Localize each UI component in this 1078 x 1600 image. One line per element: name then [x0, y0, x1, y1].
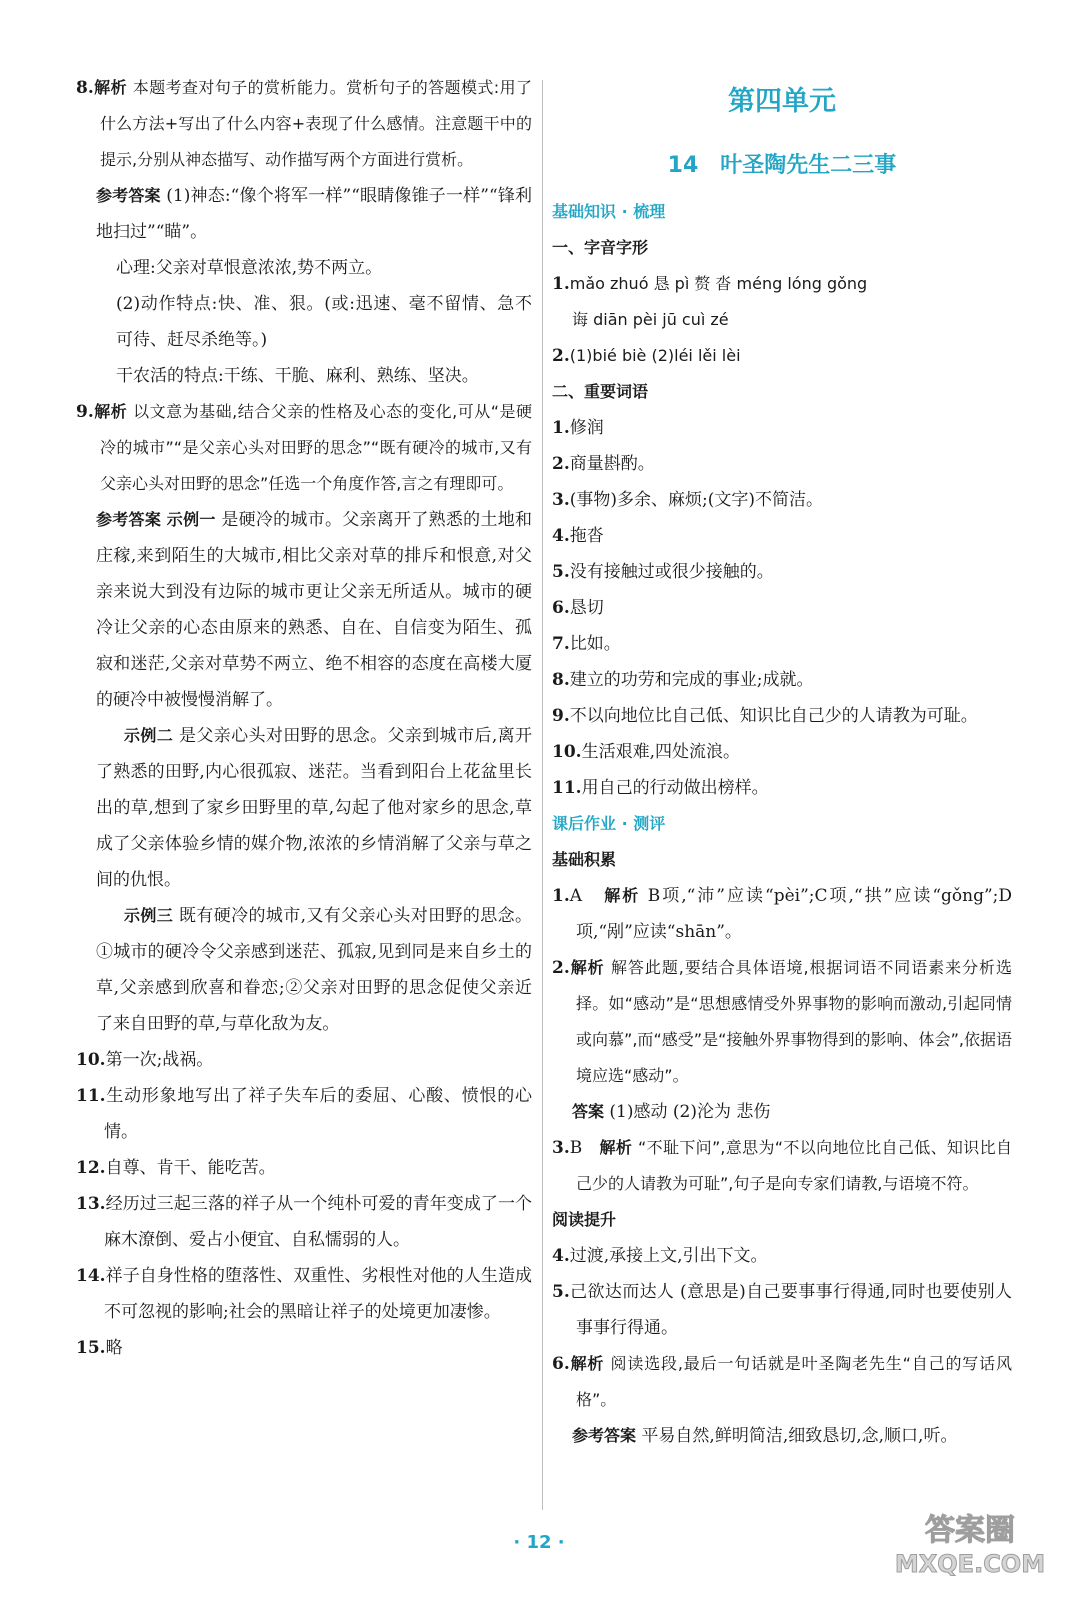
list-item: 15.略	[76, 1338, 123, 1358]
q8-analysis: 8.解析 本题考查对句子的赏析能力。赏析句子的答题模式:用了什么方法+写出了什么内容+表现了什么感情。注意题干中的提示,分别从神态描写、动作描写两个方面进行赏析。	[76, 78, 532, 169]
b2-analysis: 2.解析 解答此题,要结合具体语境,根据词语不同语素来分析选择。如“感动”是“思想感情受外界事物的影响而激动,引起同情或向慕”,而“感受”是“接触外界事物得到的影响、体会”,依据语境应选“感动”。	[552, 958, 1012, 1085]
list-item: 1.修润	[552, 418, 604, 438]
left-answer-list	[76, 1042, 532, 1366]
list-item: 2.商量斟酌。	[552, 454, 655, 474]
vocabulary-list	[552, 410, 1012, 806]
list-item: 9.不以向地位比自己低、知识比自己少的人请教为可耻。	[552, 706, 978, 726]
q9-analysis: 9.解析 以文意为基础,结合父亲的性格及心态的变化,可从“是硬冷的城市”“是父亲心头对田野的思念”“既有硬冷的城市,又有父亲心头对田野的思念”任选一个角度作答,言之有理即可。	[76, 402, 532, 493]
q8-answer-2: (2)动作特点:快、准、狠。(或:迅速、毫不留情、急不可待、赶尽杀绝等。)	[116, 294, 532, 350]
sub-reading: 阅读提升	[552, 1210, 617, 1229]
list-item: 7.比如。	[552, 634, 621, 654]
c6-analysis: 6.解析 阅读选段,最后一句话就是叶圣陶老先生“自己的写话风格”。	[552, 1354, 1012, 1409]
r1-line1: 1.mǎo zhuó 恳 pì 赘 沓 méng lóng gǒng	[552, 274, 868, 294]
q8-answer-1b: 心理:父亲对草恨意浓浓,势不两立。	[116, 258, 383, 278]
page-number: · 12 ·	[513, 1532, 565, 1553]
list-item: 5.没有接触过或很少接触的。	[552, 562, 774, 582]
left-column	[76, 70, 532, 1366]
list-item: 3.(事物)多余、麻烦;(文字)不简洁。	[552, 490, 824, 510]
c5-answer: 5.己欲达而达人 (意思是)自己要事事行得通,同时也要使别人事事行得通。	[552, 1282, 1012, 1338]
section-homework: 课后作业 · 测评	[552, 814, 666, 833]
list-item: 10.生活艰难,四处流浪。	[552, 742, 740, 762]
unit-title: 第四单元	[728, 86, 836, 117]
list-item: 6.恳切	[552, 598, 604, 618]
list-item: 4.拖沓	[552, 526, 604, 546]
right-column	[552, 70, 1012, 1454]
lesson-title: 14 叶圣陶先生二三事	[667, 153, 897, 178]
b3-answer: 3.B 解析 “不耻下问”,意思为“不以向地位比自己低、知识比自己少的人请教为可耻”,句子是向专家们请教,与语境不符。	[552, 1138, 1012, 1193]
c4-answer: 4.过渡,承接上文,引出下文。	[552, 1246, 768, 1266]
sub-basic-accumulation: 基础积累	[552, 850, 617, 869]
list-item: 8.建立的功劳和完成的事业;成就。	[552, 670, 814, 690]
watermark-text: 答案圈	[925, 1513, 1015, 1548]
list-item: 11.用自己的行动做出榜样。	[552, 778, 769, 798]
section-basic-knowledge: 基础知识 · 梳理	[552, 202, 666, 221]
q9-example-2: 示例二 是父亲心头对田野的思念。父亲到城市后,离开了熟悉的田野,内心很孤寂、迷茫。当看到阳台上花盆里长出的草,想到了家乡田野里的草,勾起了他对家乡的思念,草成了父亲体验乡情的媒介物,浓浓的乡情消解了父亲与草之间的仇恨。	[96, 726, 532, 890]
part-vocabulary: 二、重要词语	[552, 382, 649, 401]
b2-answer: 答案 (1)感动 (2)沦为 悲伤	[572, 1102, 771, 1122]
r2-line: 2.(1)bié biè (2)léi lěi lèi	[552, 346, 741, 366]
q9-example-3: 示例三 既有硬冷的城市,又有父亲心头对田野的思念。①城市的硬冷令父亲感到迷茫、孤寂,见到同是来自乡土的草,父亲感到欣喜和眷恋;②父亲对田野的思念促使父亲近了来自田野的草,与草化敌为友。	[96, 906, 532, 1034]
r1-line2: 诲 diān pèi jū cuì zé	[572, 310, 729, 329]
q8-answer-1: 参考答案 (1)神态:“像个将军一样”“眼睛像锥子一样”“锋利地扫过”“瞄”。	[96, 186, 532, 242]
list-item: 12.自尊、肯干、能吃苦。	[76, 1158, 276, 1178]
q9-example-1: 参考答案 示例一 是硬冷的城市。父亲离开了熟悉的土地和庄稼,来到陌生的大城市,相比父亲对草的排斥和恨意,对父亲来说大到没有边际的城市更让父亲无所适从。城市的硬冷让父亲的心态由原来的熟悉、自在、自信变为陌生、孤寂和迷茫,父亲对草势不两立、绝不相容的态度在高楼大厦的硬冷中被慢慢消解了。	[96, 510, 532, 710]
q8-answer-2b: 干农活的特点:干练、干脆、麻利、熟练、坚决。	[116, 366, 479, 386]
watermark-url: MXQE.COM	[894, 1550, 1046, 1578]
part-pronunciation: 一、字音字形	[552, 238, 649, 257]
list-item: 14.祥子自身性格的堕落性、双重性、劣根性对他的人生造成不可忽视的影响;社会的黑暗让祥子的处境更加凄惨。	[76, 1266, 532, 1322]
list-item: 10.第一次;战祸。	[76, 1050, 214, 1070]
column-divider	[542, 80, 543, 1510]
watermark-logo	[880, 1498, 1060, 1584]
c6-answer: 参考答案 平易自然,鲜明简洁,细致恳切,念,顺口,听。	[572, 1426, 958, 1446]
list-item: 11.生动形象地写出了祥子失车后的委屈、心酸、愤恨的心情。	[76, 1086, 532, 1142]
b1-answer: 1.A 解析 B项,“沛”应读“pèi”;C项,“拱”应读“gǒng”;D项,“剐”应读“shān”。	[552, 886, 1013, 942]
list-item: 13.经历过三起三落的祥子从一个纯朴可爱的青年变成了一个麻木潦倒、爱占小便宜、自私懦弱的人。	[76, 1194, 532, 1250]
